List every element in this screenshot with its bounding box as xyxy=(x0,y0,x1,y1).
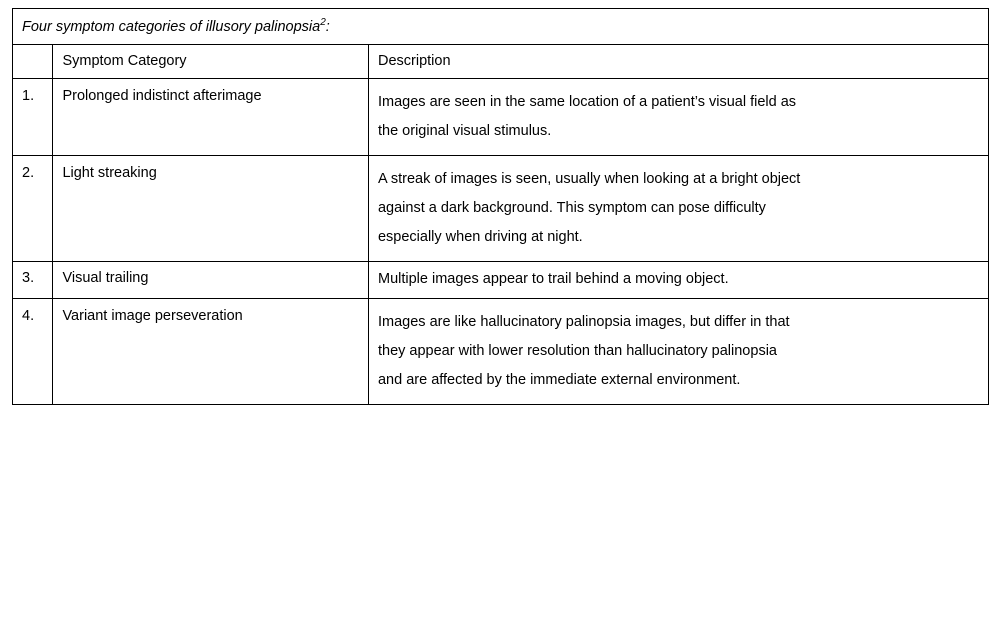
description-line: Images are seen in the same location of a patient’s visual field as xyxy=(377,94,797,111)
table-header-row xyxy=(13,45,989,79)
table-row xyxy=(13,156,989,262)
table-caption-row xyxy=(13,9,989,45)
caption-suffix: : xyxy=(325,18,330,35)
row-number: 1. xyxy=(13,79,53,156)
description-line: and are affected by the immediate external environment. xyxy=(377,371,741,388)
description-line: Multiple images appear to trail behind a moving object. xyxy=(377,271,729,288)
row-description xyxy=(368,156,988,262)
table-row xyxy=(13,262,989,298)
row-number: 2. xyxy=(13,156,53,262)
description-line: Images are like hallucinatory palinopsia images, but differ in that xyxy=(377,313,790,330)
header-number xyxy=(13,45,53,79)
table-caption xyxy=(13,9,989,45)
row-number: 3. xyxy=(13,262,53,298)
description-line: the original visual stimulus. xyxy=(377,123,552,140)
description-line: against a dark background. This symptom can pose difficulty xyxy=(377,200,766,217)
header-description: Description xyxy=(368,45,988,79)
symptom-categories-table xyxy=(12,8,989,405)
row-category: Variant image perseveration xyxy=(53,298,369,404)
header-symptom-category: Symptom Category xyxy=(53,45,369,79)
row-category: Prolonged indistinct afterimage xyxy=(53,79,369,156)
row-description xyxy=(368,298,988,404)
row-category: Visual trailing xyxy=(53,262,369,298)
row-description xyxy=(368,262,988,298)
caption-text: Four symptom categories of illusory palinopsia xyxy=(22,18,321,35)
caption-superscript: 2 xyxy=(320,17,326,28)
table-row xyxy=(13,79,989,156)
row-number: 4. xyxy=(13,298,53,404)
row-description xyxy=(368,79,988,156)
document-page xyxy=(0,8,992,621)
table-row xyxy=(13,298,989,404)
description-line: especially when driving at night. xyxy=(377,229,583,246)
description-line: A streak of images is seen, usually when looking at a bright object xyxy=(377,171,801,188)
row-category: Light streaking xyxy=(53,156,369,262)
description-line: they appear with lower resolution than hallucinatory palinopsia xyxy=(377,342,777,359)
